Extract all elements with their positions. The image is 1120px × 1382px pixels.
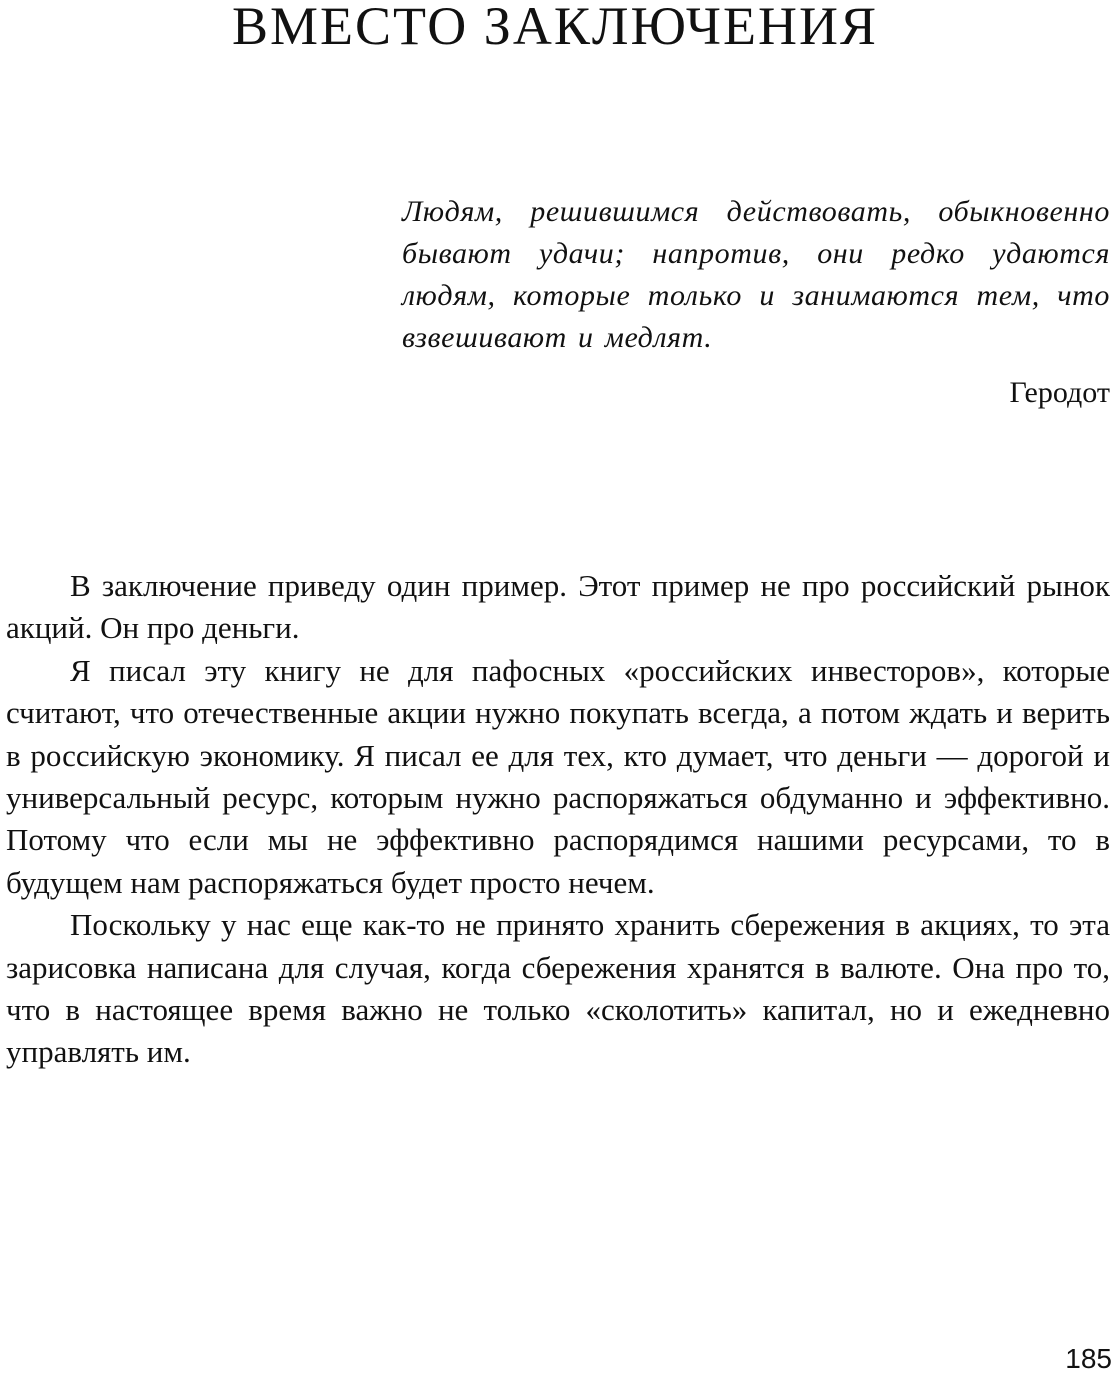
epigraph-author: Геродот [1009,376,1110,409]
paragraph: Поскольку у нас еще как-то не принято хранить сбережения в акциях, то эта зарисовка написана для случая, когда сбережения хранятся в валюте. Она про то, что в настоящее время важно не только «сколотить» капитал, но и ежедневно управлять им. [6,907,1110,1070]
epigraph [402,191,1110,414]
chapter-title: ВМЕСТО ЗАКЛЮЧЕНИЯ [231,0,879,56]
epigraph-quote: Людям, решившимся действовать, обыкновенно бывают удачи; напротив, они редко удаются людям, которые только и занимаются тем, что взвешивают и медлят. [402,195,1110,354]
page-number: 185 [1065,1343,1112,1374]
paragraph: Я писал эту книгу не для пафосных «российских инвесторов», которые считают, что отечественные акции нужно покупать всегда, а потом ждать и верить в российскую экономику. Я писал ее для тех, кто думает, что деньги — дорогой и универсальный ресурс, которым нужно распоряжаться обдуманно и эффективно. Потому что если мы не эффективно распорядимся нашими ресурсами, то в будущем нам распоряжаться будет просто нечем. [6,652,1110,900]
paragraph: В заключение приведу один пример. Этот пример не про российский рынок акций. Он про деньги. [6,568,1110,646]
body-text [6,565,1110,1074]
